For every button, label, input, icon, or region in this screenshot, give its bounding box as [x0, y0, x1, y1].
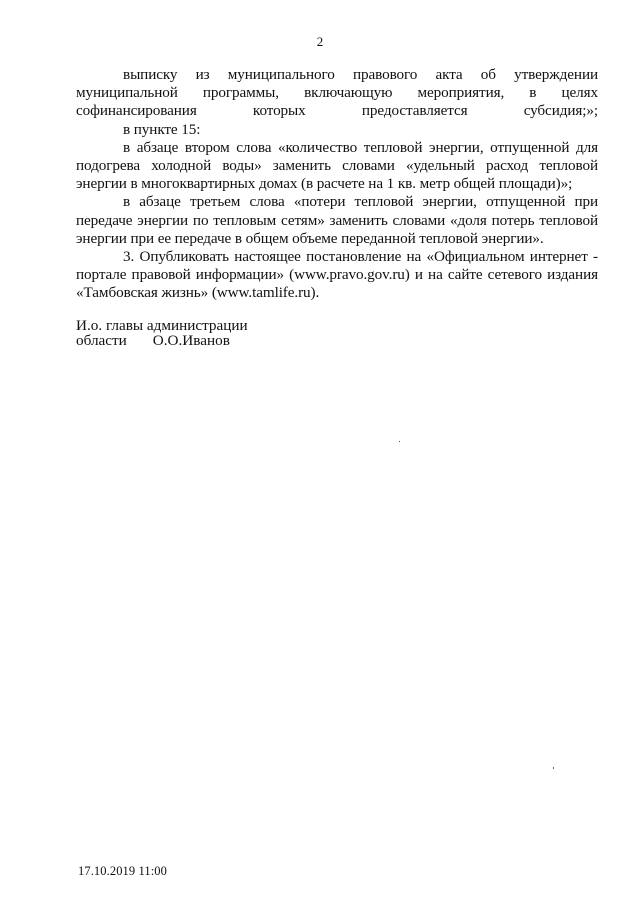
paragraph-point-15: в пункте 15: [123, 120, 201, 138]
signature-line2 [76, 333, 248, 348]
paragraph-third-indent: в абзаце третьем слова «потери тепловой энергии, отпущенной при передаче энергии по тепловым сетям» заменить словами «доля потерь тепловой энергии при ее передаче в общем объеме переданной тепловой энергии». [76, 193, 598, 247]
signature-position-line2: области [76, 332, 127, 349]
footer-datetime: 17.10.2019 11:00 [78, 864, 167, 878]
scan-speck [399, 441, 400, 442]
signature-position-line1: И.о. главы администрации [76, 317, 248, 334]
signatory-name: О.О.Иванов [152, 332, 230, 349]
page-number: 2 [316, 34, 324, 49]
scan-speck [553, 767, 554, 769]
paragraph-publication: 3. Опубликовать настоящее постановление на «Официальном интернет - портале правовой информации» (www.pravo.gov.ru) и на сайте сетевого издания «Тамбовская жизнь» (www.tamlife.ru). [76, 248, 598, 302]
paragraph-subsidy-statement: выписку из муниципального правового акта об утверждении муниципальной программы, включающую мероприятия, в целях софинансирования которых предоставляется субсидия;»; [76, 66, 598, 120]
paragraph-second-indent: в абзаце втором слова «количество тепловой энергии, отпущенной для подогрева холодной воды» заменить словами «удельный расход тепловой энергии в многоквартирных домах (в расчете на 1 кв. метр общей площади)»; [76, 138, 598, 193]
document-body [76, 66, 598, 303]
signature-block [76, 318, 248, 348]
